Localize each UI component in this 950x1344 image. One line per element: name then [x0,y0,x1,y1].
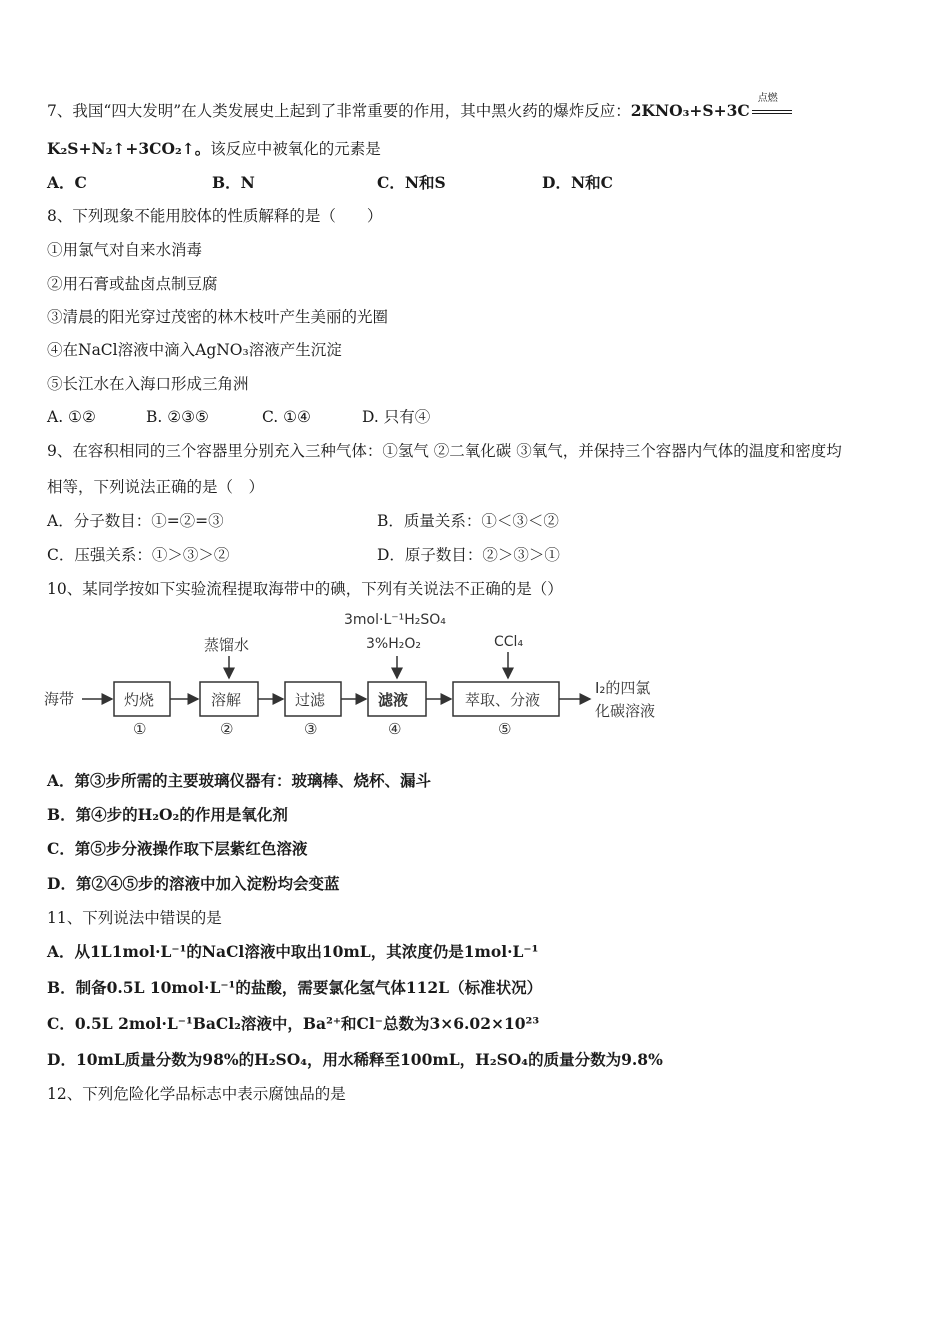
flow-end-line2: 化碳溶液 [595,702,656,720]
flow-start-label: 海带 [44,690,75,708]
q12-stem: 12、下列危险化学品标志中表示腐蚀品的是 [47,1085,346,1103]
q10-flow-diagram [40,606,680,746]
q7-option-b[interactable]: B．N [212,173,255,192]
flow-end-line1: I₂的四氯 [595,679,651,697]
flow-reagent-peroxide: 3%H₂O₂ [366,636,421,652]
q10-stem: 10、某同学按如下实验流程提取海带中的碘，下列有关说法不正确的是（） [47,580,563,598]
q8-item-4: ④在NaCl溶液中滴入AgNO₃溶液产生沉淀 [47,341,342,359]
flow-step-3-num: ③ [304,720,318,738]
flow-reagent-acid: 3mol·L⁻¹H₂SO₄ [344,612,446,628]
q8-option-c[interactable]: C. ①④ [262,408,311,426]
flow-step-3-label: 过滤 [295,691,326,709]
flow-step-2-label: 溶解 [211,691,242,709]
flow-step-4-num: ④ [388,720,402,738]
flow-reagent-ccl4: CCl₄ [494,634,524,650]
q7-reaction-condition [750,93,794,122]
q7-stem-line1: 7、我国“四大发明”在人类发展史上起到了非常重要的作用，其中黑火药的爆炸反应：2KNO₃+S+3C 点燃 [47,100,794,122]
q10-option-a[interactable]: A．第③步所需的主要玻璃仪器有：玻璃棒、烧杯、漏斗 [47,771,432,790]
q9-stem-line1: 9、在容积相同的三个容器里分别充入三种气体：①氢气 ②二氧化碳 ③氧气，并保持三个容器内气体的温度和密度均 [47,442,842,460]
q7-option-a[interactable]: A．C [47,173,87,192]
q9-option-c[interactable]: C．压强关系：①＞③＞② [47,546,230,564]
q7-option-c[interactable]: C．N和S [377,173,446,192]
q7-option-d[interactable]: D．N和C [542,173,613,192]
q10-option-c[interactable]: C．第⑤步分液操作取下层紫红色溶液 [47,839,308,858]
q8-item-3: ③清晨的阳光穿过茂密的林木枝叶产生美丽的光圈 [47,308,389,326]
q7-equation-rhs: K₂S+N₂↑+3CO₂↑。 [47,139,211,158]
flow-step-1-num: ① [133,720,147,738]
q11-stem: 11、下列说法中错误的是 [47,909,222,927]
q11-option-c[interactable]: C．0.5L 2mol·L⁻¹BaCl₂溶液中，Ba²⁺和Cl⁻总数为3×6.02×10²³ [47,1014,540,1033]
flow-step-2-num: ② [220,720,234,738]
q10-option-b[interactable]: B．第④步的H₂O₂的作用是氧化剂 [47,805,288,824]
q11-option-a[interactable]: A．从1L1mol·L⁻¹的NaCl溶液中取出10mL，其浓度仍是1mol·L⁻¹ [47,942,539,961]
q9-option-d[interactable]: D．原子数目：②＞③＞① [377,546,560,564]
q8-stem: 8、下列现象不能用胶体的性质解释的是（ ） [47,207,383,225]
q11-option-d[interactable]: D．10mL质量分数为98%的H₂SO₄，用水稀释至100mL，H₂SO₄的质量分数为9.8% [47,1050,663,1069]
q8-item-2: ②用石膏或盐卤点制豆腐 [47,275,218,293]
q8-option-d[interactable]: D. 只有④ [362,408,431,426]
flow-step-5-label: 萃取、分液 [465,691,541,709]
q7-equation-lhs: 2KNO₃+S+3C [630,101,750,120]
q11-option-b[interactable]: B．制备0.5L 10mol·L⁻¹的盐酸，需要氯化氢气体112L（标准状况） [47,978,543,997]
q8-option-b[interactable]: B. ②③⑤ [146,408,209,426]
q8-option-a[interactable]: A. ①② [47,408,96,426]
q8-item-1: ①用氯气对自来水消毒 [47,241,203,259]
flow-step-5-num: ⑤ [498,720,512,738]
flow-reagent-water: 蒸馏水 [204,636,250,654]
q7-condition-text: 点燃 [757,93,778,104]
flow-step-1-label: 灼烧 [124,691,155,709]
q9-stem-line2: 相等，下列说法正确的是（ ） [47,478,265,496]
q9-option-a[interactable]: A．分子数目：①=②=③ [47,512,224,530]
q10-option-d[interactable]: D．第②④⑤步的溶液中加入淀粉均会变蓝 [47,874,340,893]
q8-item-5: ⑤长江水在入海口形成三角洲 [47,375,249,393]
q7-stem-line2: K₂S+N₂↑+3CO₂↑。该反应中被氧化的元素是 [47,139,381,158]
flow-step-4-label: 滤液 [378,691,409,709]
q9-option-b[interactable]: B．质量关系：①＜③＜② [377,512,559,530]
equals-line-icon [752,110,792,111]
